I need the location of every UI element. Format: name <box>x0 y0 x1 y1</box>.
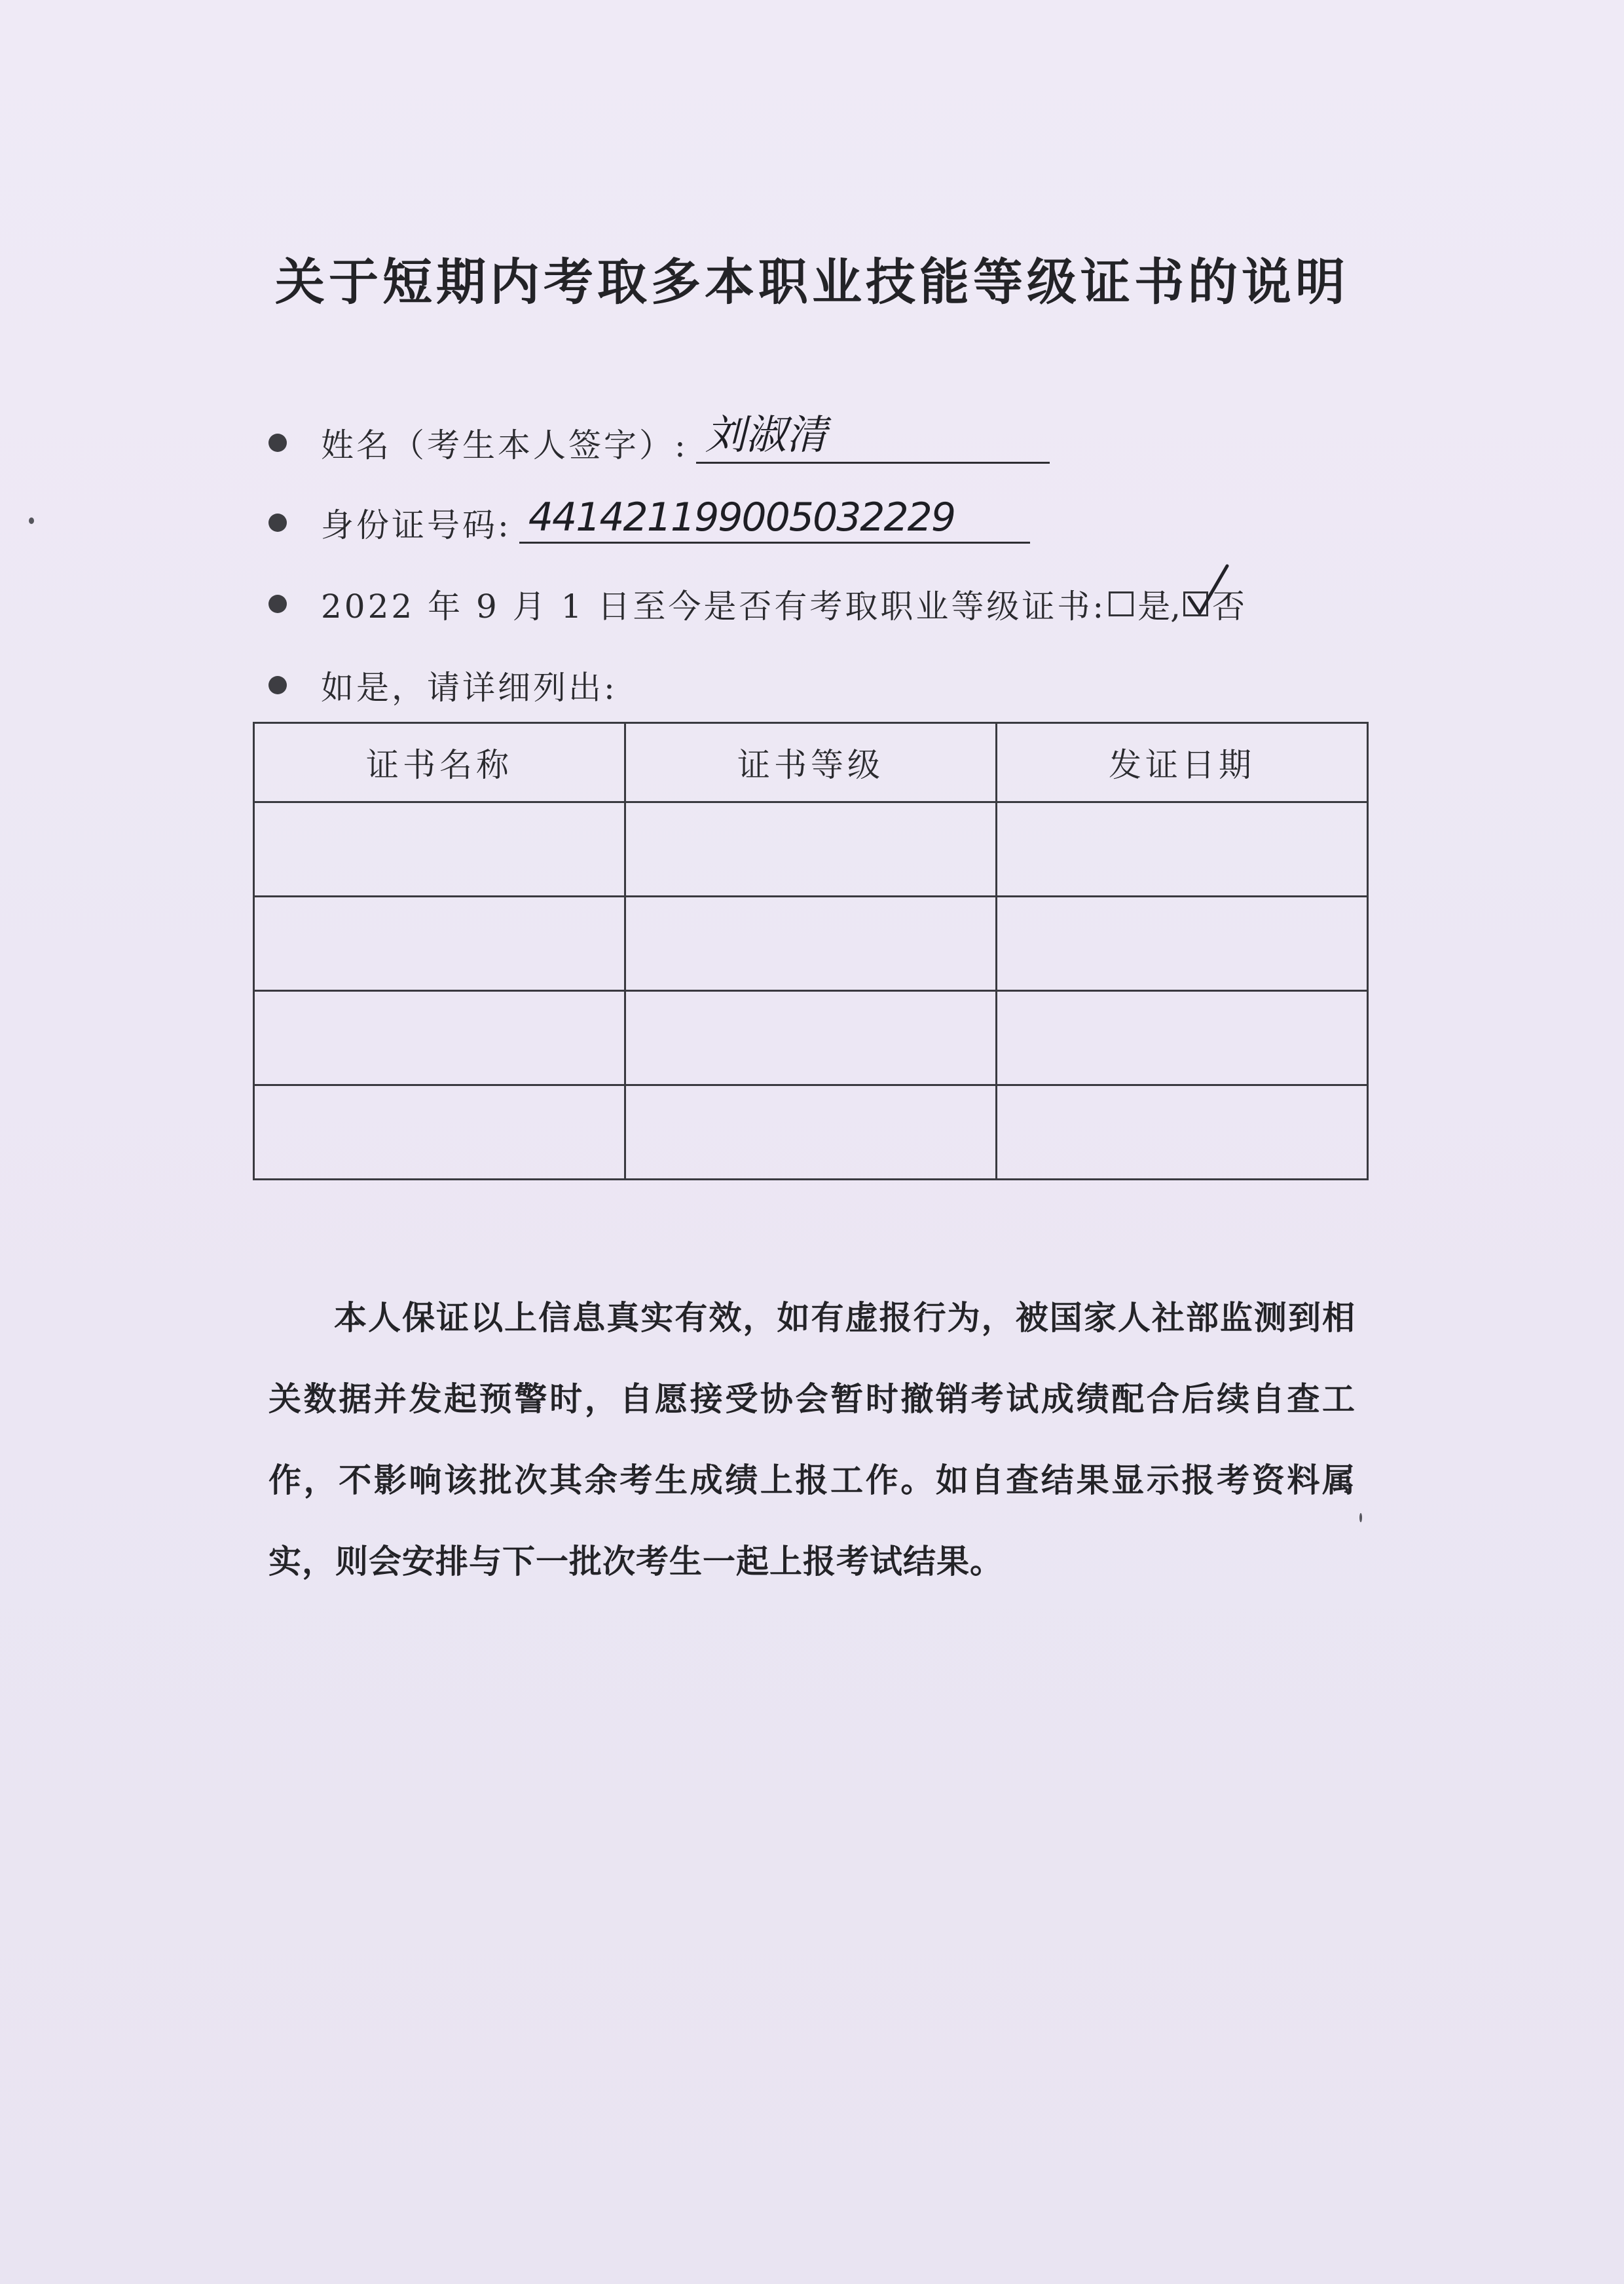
bullet-icon <box>268 676 287 694</box>
table-cell[interactable] <box>997 802 1368 897</box>
bullet-icon <box>268 434 287 452</box>
table-cell[interactable] <box>254 802 625 897</box>
id-row <box>268 494 1030 546</box>
detail-row <box>268 662 618 709</box>
detail-label: 如是，请详细列出: <box>321 669 618 707</box>
table-header-row <box>254 723 1368 802</box>
table-cell[interactable] <box>254 897 625 991</box>
name-signature: 刘淑清 <box>705 410 827 459</box>
yes-checkbox[interactable] <box>1109 591 1134 616</box>
header-issue-date: 发证日期 <box>997 723 1368 802</box>
table-cell[interactable] <box>997 897 1368 991</box>
bullet-icon <box>268 514 287 532</box>
header-certificate-name: 证书名称 <box>254 723 625 802</box>
table-cell[interactable] <box>625 897 997 991</box>
checkmark-icon <box>1184 563 1236 620</box>
declaration-statement: 本人保证以上信息真实有效，如有虚报行为，被国家人社部监测到相关数据并发起预警时，自愿接受协会暂时撤销考试成绩配合后续自查工作，不影响该批次其余考生成绩上报工作。如自查结果显示报考资料属实，则会安排与下一批次考生一起上报考试结果。 <box>268 1299 1356 1581</box>
table-row <box>254 897 1368 991</box>
table-cell[interactable] <box>254 1085 625 1180</box>
table-cell[interactable] <box>625 991 997 1085</box>
certificate-table <box>253 722 1369 1180</box>
no-checkbox[interactable] <box>1183 591 1208 616</box>
name-row <box>268 410 1050 466</box>
page-title: 关于短期内考取多本职业技能等级证书的说明 <box>275 253 1349 311</box>
bullet-icon <box>268 595 287 613</box>
table-cell[interactable] <box>254 991 625 1085</box>
id-number-handwritten: 441421199005032229 <box>528 494 955 540</box>
question-label: 2022 年 9 月 1 日至今是否有考取职业等级证书: <box>321 588 1107 626</box>
table-row <box>254 802 1368 897</box>
no-option-label: 否 <box>1212 588 1246 626</box>
header-certificate-level: 证书等级 <box>625 723 997 802</box>
id-label: 身份证号码: <box>321 506 511 544</box>
table-row <box>254 1085 1368 1180</box>
name-field[interactable] <box>696 410 1050 464</box>
scan-speck <box>1359 1513 1362 1522</box>
table-cell[interactable] <box>997 991 1368 1085</box>
table-cell[interactable] <box>997 1085 1368 1180</box>
name-label: 姓名（考生本人签字）: <box>321 426 688 464</box>
scan-speck <box>29 517 34 524</box>
certificate-question-row <box>268 580 1245 627</box>
table-cell[interactable] <box>625 802 997 897</box>
table-row <box>254 991 1368 1085</box>
id-number-field[interactable] <box>519 494 1030 544</box>
yes-option-label: 是, <box>1137 588 1181 626</box>
table-cell[interactable] <box>625 1085 997 1180</box>
